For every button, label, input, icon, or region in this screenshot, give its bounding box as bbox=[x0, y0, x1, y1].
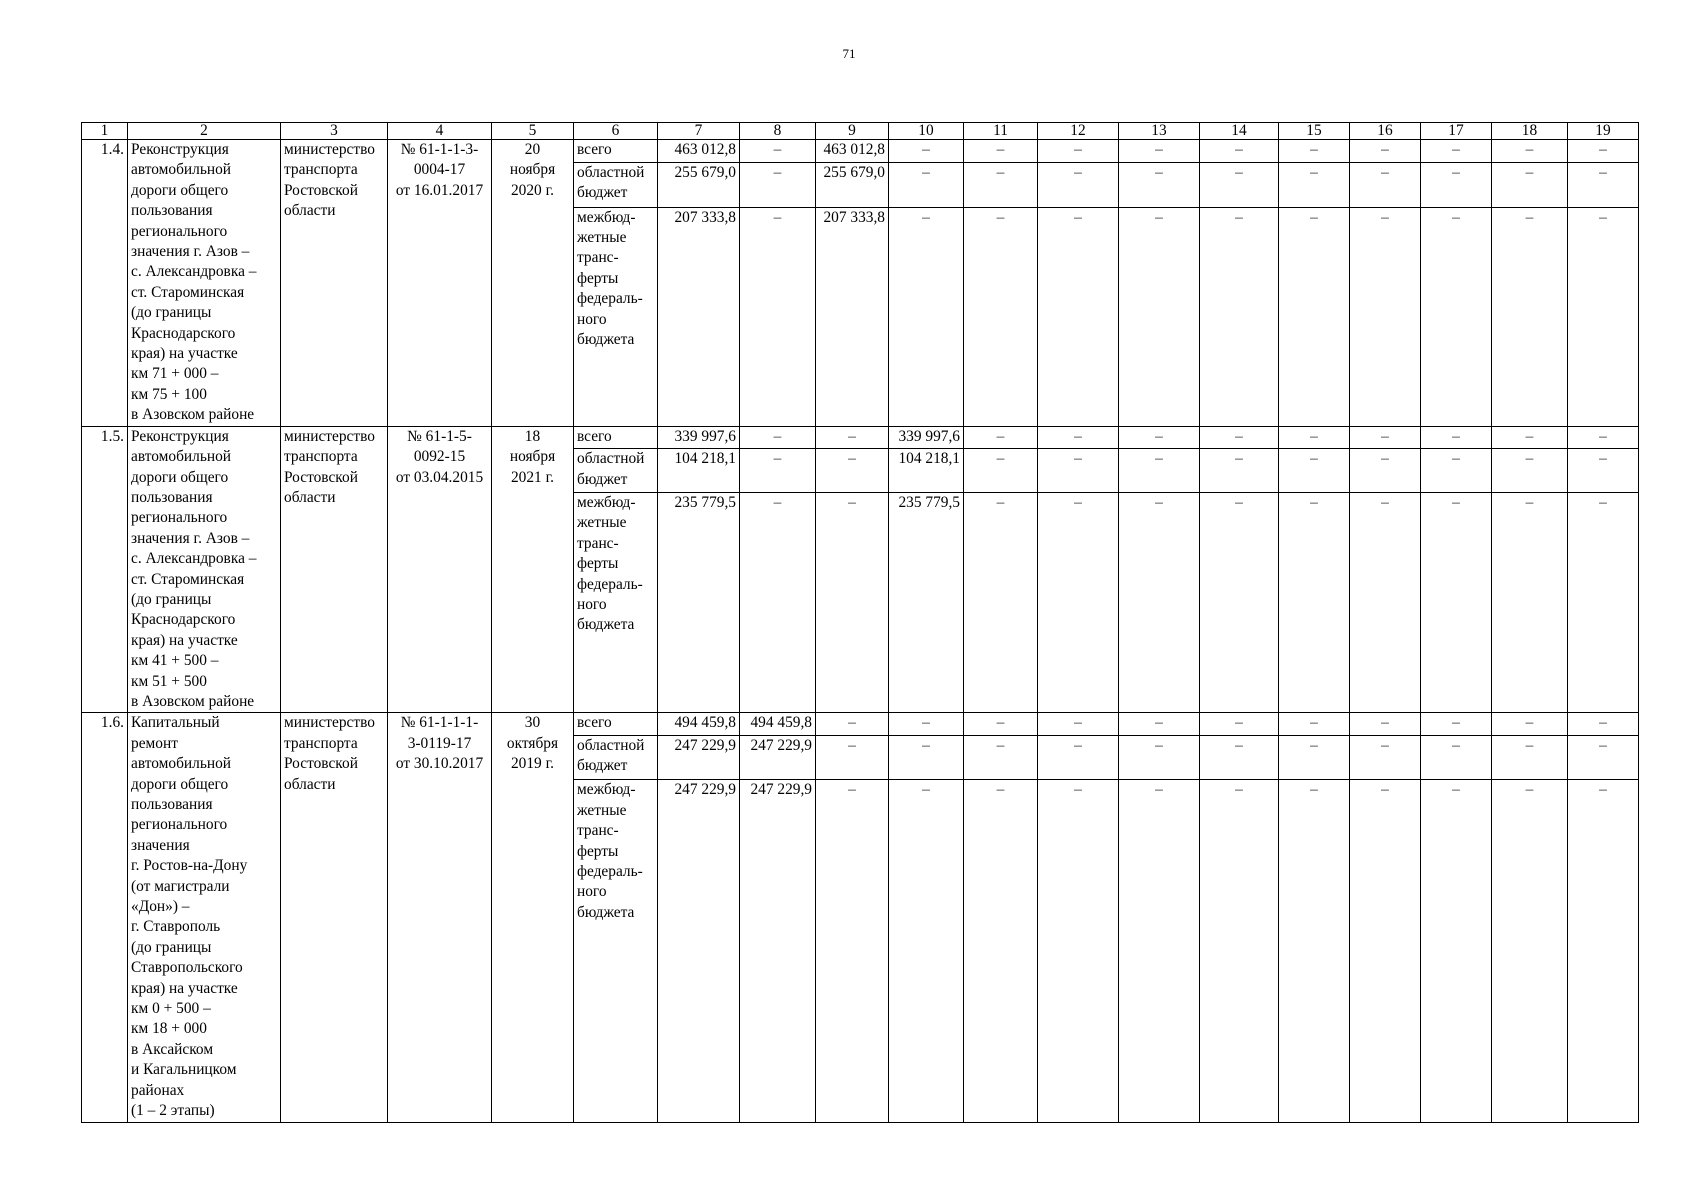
value-cell: – bbox=[1350, 493, 1421, 713]
value-cell: – bbox=[1200, 713, 1279, 736]
column-number-cell: 1 bbox=[82, 123, 128, 140]
column-number-cell: 17 bbox=[1421, 123, 1492, 140]
funding-source-cell: всего bbox=[574, 713, 658, 736]
value-cell: – bbox=[1492, 207, 1568, 426]
value-cell: – bbox=[740, 140, 816, 163]
column-number-cell: 12 bbox=[1038, 123, 1119, 140]
value-cell: 339 997,6 bbox=[658, 426, 740, 448]
value-cell: 247 229,9 bbox=[740, 736, 816, 780]
value-cell: – bbox=[964, 493, 1038, 713]
value-cell: – bbox=[1568, 426, 1639, 448]
value-cell: – bbox=[1038, 426, 1119, 448]
funding-source-cell: областной бюджет bbox=[574, 162, 658, 207]
column-number-cell: 16 bbox=[1350, 123, 1421, 140]
object-name-cell: Реконструкция автомобильной дороги общего пользования регионального значения г. Азов – с. Александровка – ст. Староминская (до границы Краснодарского края) на участке км 71 + 000 – км 75 + 100 в Азовском районе bbox=[128, 140, 281, 427]
value-cell: – bbox=[1421, 162, 1492, 207]
value-cell: – bbox=[1421, 713, 1492, 736]
funding-source-cell: всего bbox=[574, 140, 658, 163]
value-cell: – bbox=[1200, 780, 1279, 1122]
executor-cell: министерство транспорта Ростовской области bbox=[281, 713, 388, 1122]
value-cell: – bbox=[1421, 736, 1492, 780]
column-number-cell: 8 bbox=[740, 123, 816, 140]
value-cell: – bbox=[1038, 207, 1119, 426]
value-cell: – bbox=[1568, 736, 1639, 780]
column-number-cell: 4 bbox=[388, 123, 492, 140]
value-cell: – bbox=[1492, 736, 1568, 780]
value-cell: – bbox=[1350, 140, 1421, 163]
column-number-cell: 19 bbox=[1568, 123, 1639, 140]
value-cell: – bbox=[1421, 140, 1492, 163]
value-cell: – bbox=[1492, 493, 1568, 713]
value-cell: 207 333,8 bbox=[816, 207, 889, 426]
value-cell: 463 012,8 bbox=[816, 140, 889, 163]
document-cell: № 61-1-1-3- 0004-17 от 16.01.2017 bbox=[388, 140, 492, 427]
value-cell: – bbox=[964, 162, 1038, 207]
value-cell: – bbox=[1492, 780, 1568, 1122]
financing-table bbox=[81, 122, 1639, 1123]
table-body bbox=[82, 123, 1639, 1123]
executor-cell: министерство транспорта Ростовской области bbox=[281, 426, 388, 713]
value-cell: – bbox=[1568, 493, 1639, 713]
value-cell: – bbox=[740, 207, 816, 426]
value-cell: – bbox=[1119, 493, 1200, 713]
completion-date-cell: 20 ноября 2020 г. bbox=[492, 140, 574, 427]
value-cell: – bbox=[1119, 162, 1200, 207]
funding-source-cell: областной бюджет bbox=[574, 449, 658, 493]
column-number-cell: 6 bbox=[574, 123, 658, 140]
value-cell: 463 012,8 bbox=[658, 140, 740, 163]
value-cell: – bbox=[740, 493, 816, 713]
value-cell: – bbox=[816, 493, 889, 713]
value-cell: – bbox=[1038, 449, 1119, 493]
value-cell: – bbox=[964, 736, 1038, 780]
value-cell: – bbox=[1350, 426, 1421, 448]
value-cell: – bbox=[889, 736, 964, 780]
completion-date-cell: 18 ноября 2021 г. bbox=[492, 426, 574, 713]
column-number-cell: 15 bbox=[1279, 123, 1350, 140]
column-number-cell: 3 bbox=[281, 123, 388, 140]
column-number-cell: 9 bbox=[816, 123, 889, 140]
value-cell: – bbox=[740, 162, 816, 207]
value-cell: – bbox=[1200, 426, 1279, 448]
value-cell: – bbox=[1038, 140, 1119, 163]
funding-source-cell: областной бюджет bbox=[574, 736, 658, 780]
value-cell: – bbox=[964, 449, 1038, 493]
value-cell: – bbox=[1200, 140, 1279, 163]
value-cell: – bbox=[1568, 207, 1639, 426]
value-cell: – bbox=[889, 207, 964, 426]
document-cell: № 61-1-5- 0092-15 от 03.04.2015 bbox=[388, 426, 492, 713]
value-cell: – bbox=[1038, 713, 1119, 736]
value-cell: 104 218,1 bbox=[658, 449, 740, 493]
value-cell: – bbox=[1492, 426, 1568, 448]
value-cell: 494 459,8 bbox=[658, 713, 740, 736]
value-cell: – bbox=[1200, 162, 1279, 207]
value-cell: – bbox=[1568, 449, 1639, 493]
value-cell: – bbox=[816, 449, 889, 493]
column-number-cell: 5 bbox=[492, 123, 574, 140]
funding-source-cell: всего bbox=[574, 426, 658, 448]
value-cell: – bbox=[1279, 493, 1350, 713]
value-cell: – bbox=[1350, 713, 1421, 736]
value-cell: 235 779,5 bbox=[658, 493, 740, 713]
value-cell: – bbox=[964, 140, 1038, 163]
value-cell: – bbox=[1038, 780, 1119, 1122]
funding-source-cell: межбюд- жетные транс- ферты федераль- ного бюджета bbox=[574, 207, 658, 426]
object-name-cell: Реконструкция автомобильной дороги общего пользования регионального значения г. Азов – с. Александровка – ст. Староминская (до границы Краснодарского края) на участке км 41 + 500 – км 51 + 500 в Азовском районе bbox=[128, 426, 281, 713]
executor-cell: министерство транспорта Ростовской области bbox=[281, 140, 388, 427]
value-cell: – bbox=[816, 780, 889, 1122]
value-cell: – bbox=[1119, 449, 1200, 493]
value-cell: – bbox=[1568, 780, 1639, 1122]
value-cell: 255 679,0 bbox=[816, 162, 889, 207]
value-cell: – bbox=[1568, 162, 1639, 207]
value-cell: 235 779,5 bbox=[889, 493, 964, 713]
value-cell: – bbox=[1492, 162, 1568, 207]
value-cell: – bbox=[1279, 736, 1350, 780]
value-cell: – bbox=[1200, 493, 1279, 713]
column-number-cell: 11 bbox=[964, 123, 1038, 140]
row-number-cell: 1.5. bbox=[82, 426, 128, 713]
row-number-cell: 1.4. bbox=[82, 140, 128, 427]
value-cell: – bbox=[1119, 713, 1200, 736]
column-number-cell: 10 bbox=[889, 123, 964, 140]
column-number-cell: 13 bbox=[1119, 123, 1200, 140]
value-cell: 255 679,0 bbox=[658, 162, 740, 207]
column-number-cell: 2 bbox=[128, 123, 281, 140]
table-row bbox=[82, 713, 1639, 736]
value-cell: – bbox=[1119, 207, 1200, 426]
value-cell: – bbox=[1568, 713, 1639, 736]
value-cell: – bbox=[816, 426, 889, 448]
value-cell: – bbox=[1119, 736, 1200, 780]
value-cell: 104 218,1 bbox=[889, 449, 964, 493]
value-cell: – bbox=[1492, 140, 1568, 163]
value-cell: – bbox=[964, 780, 1038, 1122]
value-cell: – bbox=[1119, 140, 1200, 163]
value-cell: – bbox=[816, 713, 889, 736]
completion-date-cell: 30 октября 2019 г. bbox=[492, 713, 574, 1122]
column-number-cell: 7 bbox=[658, 123, 740, 140]
value-cell: – bbox=[1350, 780, 1421, 1122]
page-number: 71 bbox=[842, 46, 856, 61]
value-cell: – bbox=[1421, 426, 1492, 448]
column-number-cell: 18 bbox=[1492, 123, 1568, 140]
value-cell: – bbox=[964, 207, 1038, 426]
value-cell: – bbox=[1279, 207, 1350, 426]
funding-source-cell: межбюд- жетные транс- ферты федераль- ного бюджета bbox=[574, 780, 658, 1122]
table-row bbox=[82, 140, 1639, 163]
value-cell: – bbox=[1568, 140, 1639, 163]
row-number-cell: 1.6. bbox=[82, 713, 128, 1122]
value-cell: – bbox=[1492, 713, 1568, 736]
value-cell: 207 333,8 bbox=[658, 207, 740, 426]
value-cell: – bbox=[889, 140, 964, 163]
value-cell: – bbox=[964, 713, 1038, 736]
value-cell: – bbox=[1492, 449, 1568, 493]
document-cell: № 61-1-1-1- 3-0119-17 от 30.10.2017 bbox=[388, 713, 492, 1122]
value-cell: – bbox=[1038, 736, 1119, 780]
value-cell: – bbox=[1200, 207, 1279, 426]
value-cell: – bbox=[1279, 449, 1350, 493]
value-cell: – bbox=[816, 736, 889, 780]
value-cell: – bbox=[889, 780, 964, 1122]
value-cell: – bbox=[889, 713, 964, 736]
value-cell: – bbox=[1038, 162, 1119, 207]
value-cell: – bbox=[1350, 162, 1421, 207]
value-cell: – bbox=[1279, 713, 1350, 736]
value-cell: – bbox=[740, 426, 816, 448]
value-cell: – bbox=[1350, 449, 1421, 493]
value-cell: – bbox=[1119, 426, 1200, 448]
value-cell: – bbox=[740, 449, 816, 493]
value-cell: – bbox=[1421, 207, 1492, 426]
value-cell: – bbox=[1350, 736, 1421, 780]
value-cell: 494 459,8 bbox=[740, 713, 816, 736]
column-number-cell: 14 bbox=[1200, 123, 1279, 140]
value-cell: 247 229,9 bbox=[658, 780, 740, 1122]
value-cell: – bbox=[1200, 449, 1279, 493]
value-cell: 247 229,9 bbox=[658, 736, 740, 780]
value-cell: – bbox=[1279, 140, 1350, 163]
value-cell: – bbox=[1200, 736, 1279, 780]
table-row bbox=[82, 426, 1639, 448]
value-cell: – bbox=[1038, 493, 1119, 713]
value-cell: – bbox=[1119, 780, 1200, 1122]
value-cell: – bbox=[1350, 207, 1421, 426]
value-cell: – bbox=[1279, 780, 1350, 1122]
value-cell: – bbox=[1279, 426, 1350, 448]
value-cell: – bbox=[1421, 449, 1492, 493]
column-number-row bbox=[82, 123, 1639, 140]
value-cell: – bbox=[964, 426, 1038, 448]
value-cell: – bbox=[1279, 162, 1350, 207]
funding-source-cell: межбюд- жетные транс- ферты федераль- ного бюджета bbox=[574, 493, 658, 713]
value-cell: – bbox=[1421, 493, 1492, 713]
value-cell: 247 229,9 bbox=[740, 780, 816, 1122]
value-cell: – bbox=[1421, 780, 1492, 1122]
object-name-cell: Капитальный ремонт автомобильной дороги общего пользования регионального значения г. Ростов-на-Дону (от магистрали «Дон») – г. Ставрополь (до границы Ставропольского края) на участке км 0 + 500 – км 18 + 000 в Аксайском и Кагальницком районах (1 – 2 этапы) bbox=[128, 713, 281, 1122]
value-cell: 339 997,6 bbox=[889, 426, 964, 448]
value-cell: – bbox=[889, 162, 964, 207]
